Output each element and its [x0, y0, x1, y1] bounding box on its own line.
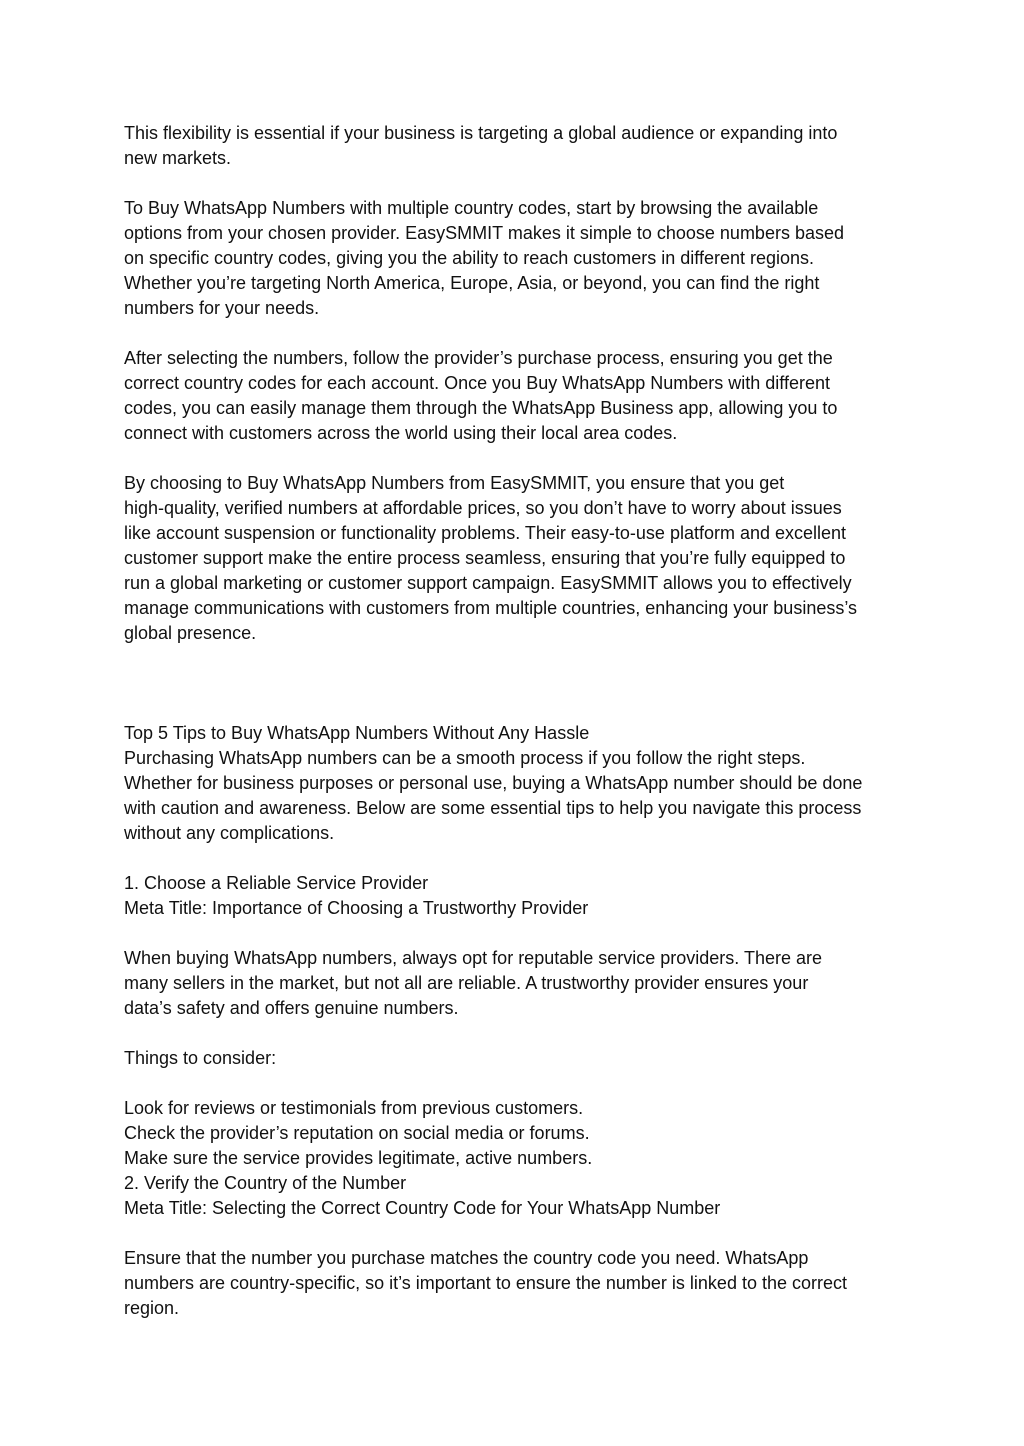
tip-1-body: When buying WhatsApp numbers, always opt for reputable service providers. There are many sellers in the market, but not all are reliable. A trustworthy provider ensures your data’s safety and offers genuine numbers.: [124, 948, 823, 1018]
paragraph-intro: Purchasing WhatsApp numbers can be a smooth process if you follow the right steps. Whether for business purposes or personal use, buying a WhatsApp number should be done with caution and awareness. Below are some essential tips to help you navigate this process without any complications.: [124, 748, 863, 843]
things-to-consider-label: Things to consider:: [124, 1048, 277, 1068]
tip-2-meta-title: Meta Title: Selecting the Correct Country Code for Your WhatsApp Number: [124, 1198, 721, 1218]
list-item: Check the provider’s reputation on social media or forums.: [124, 1123, 590, 1143]
tip-1-title: 1. Choose a Reliable Service Provider: [124, 873, 429, 893]
tip-1-meta-title: Meta Title: Importance of Choosing a Trustworthy Provider: [124, 898, 589, 918]
list-item: Make sure the service provides legitimate, active numbers.: [124, 1148, 593, 1168]
paragraph-purchase-process: After selecting the numbers, follow the provider’s purchase process, ensuring you get the correct country codes for each account. Once you Buy WhatsApp Numbers with different codes, you can easily manage them through the WhatsApp Business app, allowing you to connect with customers across the world using their local area codes.: [124, 348, 838, 443]
list-item: Look for reviews or testimonials from previous customers.: [124, 1098, 584, 1118]
section-gap: [124, 671, 914, 721]
tip-2-title: 2. Verify the Country of the Number: [124, 1173, 407, 1193]
tip-2-body: Ensure that the number you purchase matches the country code you need. WhatsApp numbers are country-specific, so it’s important to ensure the number is linked to the correct region.: [124, 1248, 847, 1318]
paragraph-flexibility: This flexibility is essential if your business is targeting a global audience or expanding into new markets.: [124, 123, 838, 168]
paragraph-country-codes: To Buy WhatsApp Numbers with multiple country codes, start by browsing the available options from your chosen provider. EasySMMIT makes it simple to choose numbers based on specific country codes, giving you the ability to reach customers in different regions. Whether you’re targeting North America, Europe, Asia, or beyond, you can find the right numbers for your needs.: [124, 198, 844, 318]
document-page: [124, 121, 914, 1346]
paragraph-easysmmit: By choosing to Buy WhatsApp Numbers from EasySMMIT, you ensure that you get high-quality, verified numbers at affordable prices, so you don’t have to worry about issues like account suspension or functionality problems. Their easy-to-use platform and excellent customer support make the entire process seamless, ensuring that you’re fully equipped to run a global marketing or customer support campaign. EasySMMIT allows you to effectively manage communications with customers from multiple countries, enhancing your business’s global presence.: [124, 473, 858, 643]
section-heading: Top 5 Tips to Buy WhatsApp Numbers Without Any Hassle: [124, 723, 590, 743]
